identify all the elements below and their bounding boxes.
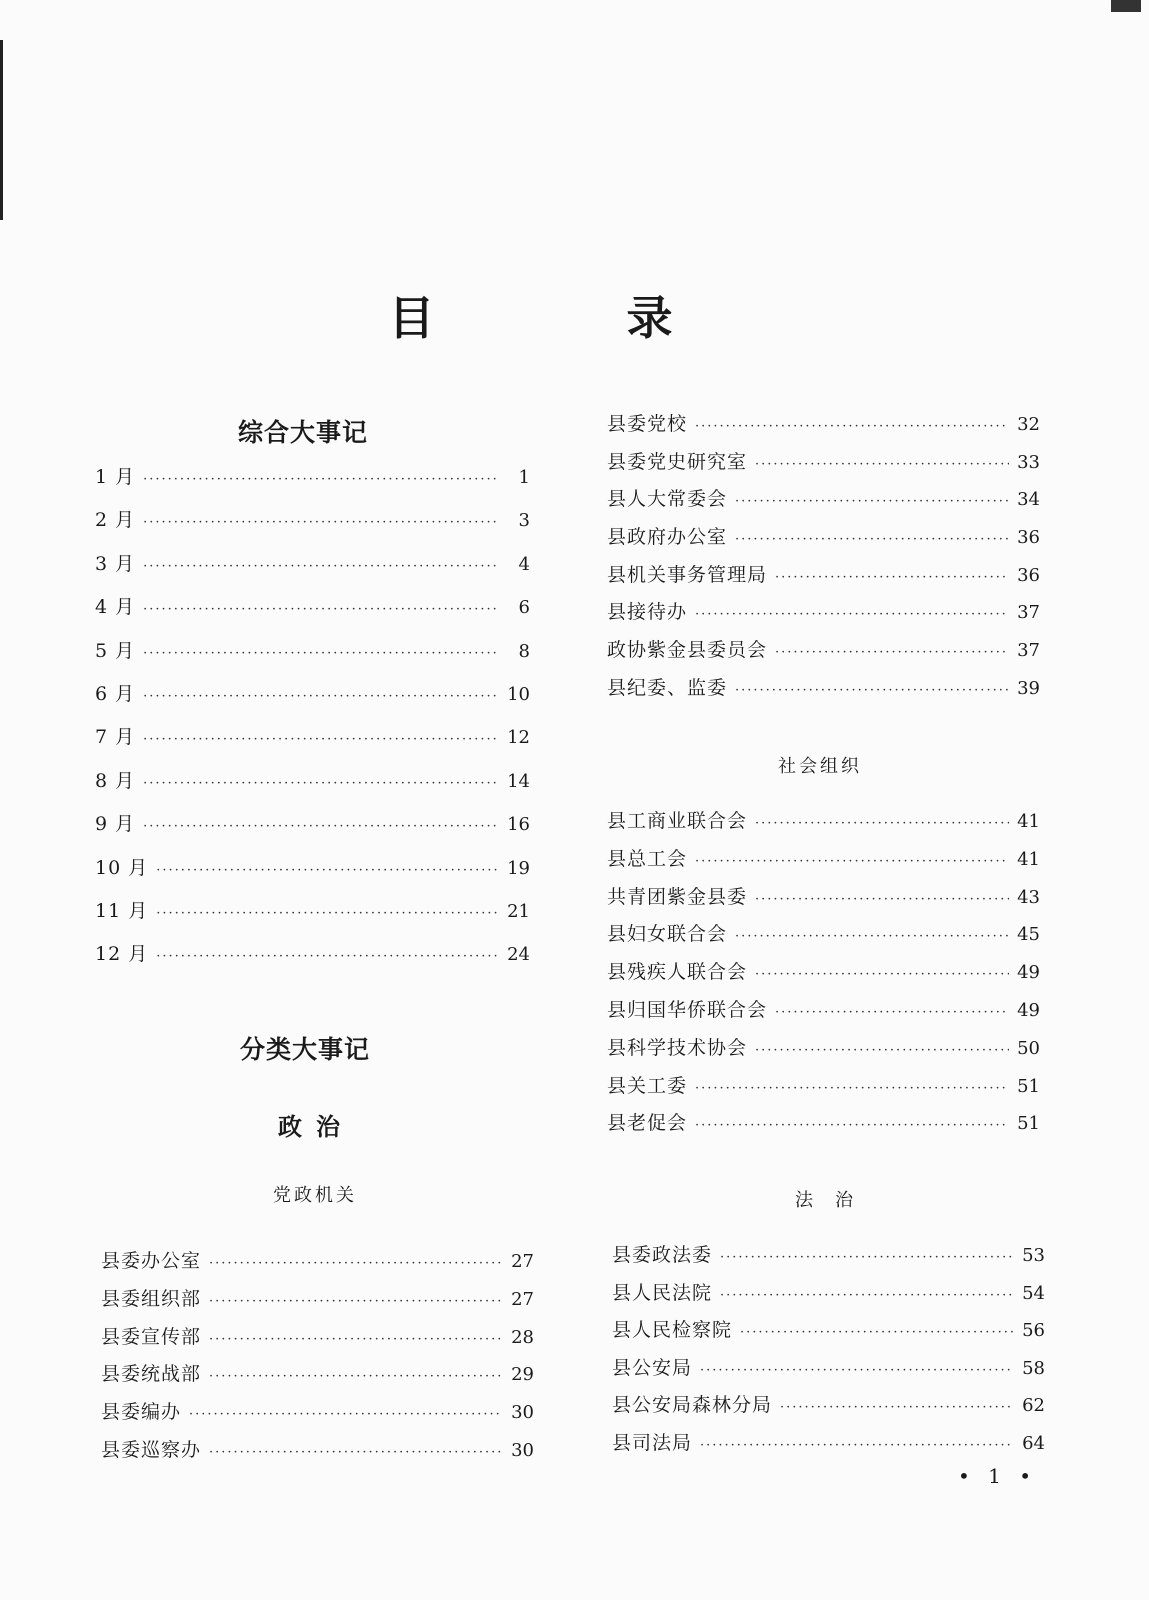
toc-entry xyxy=(607,806,1040,844)
toc-entry-label: 县委统战部 xyxy=(101,1363,202,1386)
toc-entry-page: 54 xyxy=(1022,1282,1045,1304)
dot-leader xyxy=(209,1445,503,1460)
toc-entry-page: 39 xyxy=(1017,677,1040,699)
toc-entry-page: 49 xyxy=(1017,962,1040,984)
toc-entry-label: 3 月 xyxy=(95,552,136,575)
toc-entry-label: 县公安局森林分局 xyxy=(612,1394,773,1417)
toc-entry-label: 县政府办公室 xyxy=(607,526,728,549)
dot-leader xyxy=(755,457,1009,472)
toc-entry xyxy=(101,1397,534,1435)
toc-entry xyxy=(607,957,1040,995)
toc-entry xyxy=(95,462,530,505)
toc-entry-page: 53 xyxy=(1022,1245,1045,1266)
toc-entry-label: 县人民检察院 xyxy=(612,1319,733,1342)
toc-entry-page: 27 xyxy=(511,1288,534,1310)
dot-leader xyxy=(156,863,499,878)
toc-entry-label: 县委巡察办 xyxy=(101,1438,202,1461)
toc-entry-page: 32 xyxy=(1017,414,1040,435)
toc-entry-page: 43 xyxy=(1017,886,1040,908)
dot-leader xyxy=(735,929,1009,944)
toc-entry xyxy=(612,1278,1045,1316)
dot-leader xyxy=(143,732,499,747)
toc-entry-page: 45 xyxy=(1017,924,1040,946)
toc-entry-page: 36 xyxy=(1017,527,1040,549)
dot-leader xyxy=(209,1256,503,1271)
toc-entry xyxy=(607,919,1040,957)
toc-entry-label: 县归国华侨联合会 xyxy=(607,998,768,1021)
dot-leader xyxy=(209,1369,503,1384)
toc-entry-page: 62 xyxy=(1022,1395,1045,1417)
dot-leader xyxy=(755,816,1009,831)
toc-entry-label: 8 月 xyxy=(95,769,136,792)
toc-entry-page: 19 xyxy=(507,857,530,879)
toc-entry-label: 县老促会 xyxy=(607,1112,688,1135)
toc-entry-label: 县残疾人联合会 xyxy=(607,961,748,984)
toc-entry xyxy=(612,1315,1045,1353)
toc-entry-page: 21 xyxy=(507,900,530,922)
dot-leader xyxy=(695,607,1009,622)
toc-entry-label: 县妇女联合会 xyxy=(607,923,728,946)
toc-entry-page: 37 xyxy=(1017,640,1040,662)
toc-entry xyxy=(95,939,530,982)
dot-leader xyxy=(740,1325,1014,1340)
toc-entry-label: 共青团紫金县委 xyxy=(607,885,748,908)
toc-entry xyxy=(95,722,530,765)
toc-entry-label: 县委党校 xyxy=(607,413,688,435)
toc-entry xyxy=(607,1108,1040,1146)
toc-entry xyxy=(95,679,530,722)
toc-entry-page: 14 xyxy=(507,770,530,792)
scan-corner-mark xyxy=(1111,0,1141,12)
toc-entry-page: 4 xyxy=(518,553,530,575)
dot-leader xyxy=(720,1250,1014,1265)
toc-entry xyxy=(607,597,1040,635)
toc-entry xyxy=(101,1359,534,1397)
right-list-1 xyxy=(607,409,1040,711)
toc-entry-page: 30 xyxy=(511,1439,534,1461)
page-title: 目 录 xyxy=(388,291,761,345)
toc-entry xyxy=(607,1071,1040,1109)
dot-leader xyxy=(720,1288,1014,1303)
part-title-politics: 政治 xyxy=(278,1113,354,1141)
toc-entry xyxy=(101,1322,534,1360)
toc-entry xyxy=(607,635,1040,673)
dot-leader xyxy=(755,967,1009,982)
dot-leader xyxy=(143,819,499,834)
toc-entry-label: 县委宣传部 xyxy=(101,1325,202,1348)
toc-entry xyxy=(101,1246,534,1284)
toc-entry xyxy=(101,1284,534,1322)
toc-entry-label: 12 月 xyxy=(95,943,149,966)
toc-entry xyxy=(607,673,1040,711)
dot-leader xyxy=(735,532,1009,547)
toc-entry-page: 24 xyxy=(507,944,530,966)
dot-leader xyxy=(695,1118,1009,1133)
dot-leader xyxy=(156,949,499,964)
subsection-title-party-gov: 党政机关 xyxy=(273,1185,357,1206)
dot-leader xyxy=(775,645,1009,660)
toc-entry xyxy=(612,1390,1045,1428)
dot-leader xyxy=(156,906,499,921)
dot-leader xyxy=(735,494,1009,509)
dot-leader xyxy=(695,854,1009,869)
toc-entry-label: 县人大常委会 xyxy=(607,488,728,511)
toc-entry xyxy=(95,549,530,592)
toc-entry-label: 县委政法委 xyxy=(612,1244,713,1266)
toc-entry-page: 64 xyxy=(1022,1432,1045,1454)
dot-leader xyxy=(775,570,1009,585)
toc-entry-label: 7 月 xyxy=(95,726,136,749)
dot-leader xyxy=(143,689,499,704)
toc-entry-label: 县关工委 xyxy=(607,1074,688,1097)
toc-entry xyxy=(95,592,530,635)
toc-entry xyxy=(612,1353,1045,1391)
toc-entry-page: 49 xyxy=(1017,999,1040,1021)
social-org-list xyxy=(607,806,1040,1146)
toc-entry xyxy=(95,636,530,679)
toc-entry xyxy=(95,853,530,896)
toc-entry-page: 28 xyxy=(511,1326,534,1348)
toc-entry-label: 县人民法院 xyxy=(612,1281,713,1304)
toc-entry xyxy=(607,995,1040,1033)
dot-leader xyxy=(143,559,500,574)
toc-entry xyxy=(607,447,1040,485)
toc-entry-label: 县委党史研究室 xyxy=(607,450,748,473)
toc-entry-label: 5 月 xyxy=(95,639,136,662)
dot-leader xyxy=(775,1005,1009,1020)
dot-leader xyxy=(780,1400,1014,1415)
scan-edge-mark xyxy=(0,40,3,220)
toc-entry-page: 16 xyxy=(507,814,530,836)
toc-entry-page: 34 xyxy=(1017,489,1040,511)
toc-entry xyxy=(607,1033,1040,1071)
section-title-comprehensive: 综合大事记 xyxy=(238,418,369,447)
dot-leader xyxy=(735,683,1009,698)
toc-entry xyxy=(95,505,530,548)
toc-entry-page: 36 xyxy=(1017,564,1040,586)
toc-entry-page: 51 xyxy=(1017,1113,1040,1135)
month-list xyxy=(95,462,530,983)
toc-entry xyxy=(607,409,1040,447)
toc-entry-label: 县委组织部 xyxy=(101,1287,202,1310)
dot-leader xyxy=(695,1081,1009,1096)
page-number: • 1 • xyxy=(958,1464,1038,1488)
dot-leader xyxy=(700,1363,1014,1378)
dot-leader xyxy=(755,1043,1009,1058)
toc-entry xyxy=(95,809,530,852)
toc-entry xyxy=(612,1240,1045,1278)
toc-entry-label: 政协紫金县委员会 xyxy=(607,639,768,662)
dot-leader xyxy=(143,472,500,487)
toc-entry-page: 8 xyxy=(518,640,530,662)
toc-entry-page: 41 xyxy=(1017,848,1040,870)
party-gov-list xyxy=(101,1246,534,1473)
toc-entry xyxy=(607,844,1040,882)
toc-entry-label: 9 月 xyxy=(95,813,136,836)
subsection-title-social: 社会组织 xyxy=(778,756,862,777)
law-list xyxy=(612,1240,1045,1466)
dot-leader xyxy=(143,515,500,530)
dot-leader xyxy=(143,776,499,791)
toc-entry-page: 12 xyxy=(507,727,530,749)
toc-entry-label: 11 月 xyxy=(95,899,149,922)
toc-entry-page: 3 xyxy=(518,510,530,532)
toc-entry-label: 县工商业联合会 xyxy=(607,810,748,832)
toc-entry-page: 10 xyxy=(507,683,530,705)
toc-entry-page: 58 xyxy=(1022,1357,1045,1379)
toc-entry xyxy=(101,1435,534,1473)
toc-entry-label: 县委编办 xyxy=(101,1401,182,1424)
toc-entry-label: 县科学技术协会 xyxy=(607,1036,748,1059)
toc-entry-page: 1 xyxy=(518,467,530,488)
toc-entry-page: 51 xyxy=(1017,1075,1040,1097)
toc-entry xyxy=(95,766,530,809)
subsection-title-law: 法治 xyxy=(795,1190,875,1211)
toc-entry-label: 县机关事务管理局 xyxy=(607,563,768,586)
toc-entry xyxy=(95,896,530,939)
dot-leader xyxy=(189,1407,503,1422)
dot-leader xyxy=(209,1332,503,1347)
toc-entry xyxy=(607,484,1040,522)
toc-entry-page: 41 xyxy=(1017,811,1040,832)
toc-entry-label: 县委办公室 xyxy=(101,1250,202,1272)
toc-entry-page: 29 xyxy=(511,1364,534,1386)
toc-entry xyxy=(607,560,1040,598)
toc-entry xyxy=(607,882,1040,920)
toc-entry-label: 1 月 xyxy=(95,466,136,488)
toc-entry-label: 县纪委、监委 xyxy=(607,676,728,699)
toc-entry-label: 县司法局 xyxy=(612,1431,693,1454)
toc-entry-label: 4 月 xyxy=(95,596,136,619)
toc-entry xyxy=(607,522,1040,560)
toc-entry-label: 县接待办 xyxy=(607,601,688,624)
toc-entry-page: 27 xyxy=(511,1251,534,1272)
toc-entry-page: 50 xyxy=(1017,1037,1040,1059)
dot-leader xyxy=(695,419,1009,434)
dot-leader xyxy=(700,1438,1014,1453)
toc-entry-label: 6 月 xyxy=(95,682,136,705)
toc-entry-label: 县总工会 xyxy=(607,847,688,870)
toc-entry-page: 37 xyxy=(1017,602,1040,624)
toc-entry-page: 6 xyxy=(518,597,530,619)
dot-leader xyxy=(143,646,500,661)
toc-entry-page: 30 xyxy=(511,1402,534,1424)
dot-leader xyxy=(755,892,1009,907)
dot-leader xyxy=(143,602,500,617)
dot-leader xyxy=(209,1294,503,1309)
toc-entry-label: 10 月 xyxy=(95,856,149,879)
toc-entry-page: 33 xyxy=(1017,451,1040,473)
toc-entry-page: 56 xyxy=(1022,1320,1045,1342)
section-title-categorized: 分类大事记 xyxy=(240,1035,371,1064)
toc-entry-label: 2 月 xyxy=(95,509,136,532)
toc-entry-label: 县公安局 xyxy=(612,1356,693,1379)
toc-entry xyxy=(612,1428,1045,1466)
